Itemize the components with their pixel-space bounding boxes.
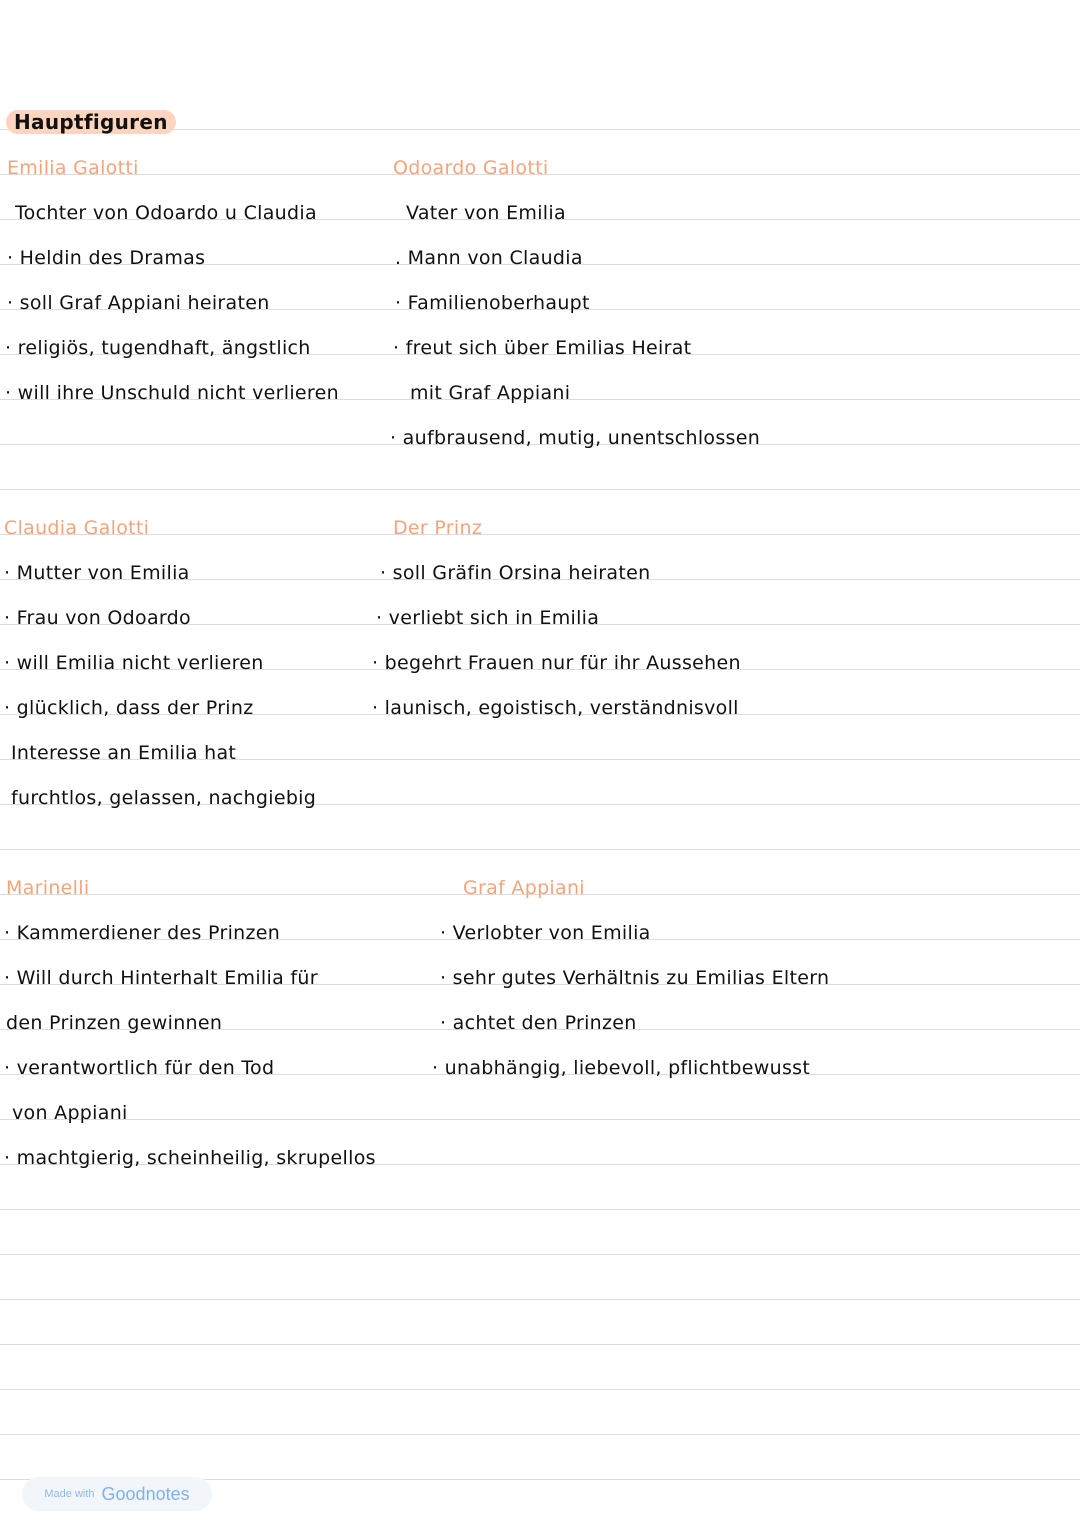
- character-trait: · Will durch Hinterhalt Emilia für: [4, 967, 318, 989]
- ruled-line: [0, 489, 1080, 490]
- character-trait: · Kammerdiener des Prinzen: [4, 922, 281, 944]
- character-trait: · sehr gutes Verhältnis zu Emilias Eltern: [440, 967, 830, 989]
- character-trait: · soll Graf Appiani heiraten: [7, 292, 270, 314]
- ruled-line: [0, 1299, 1080, 1300]
- character-trait: · launisch, egoistisch, verständnisvoll: [372, 697, 739, 719]
- character-trait: · verantwortlich für den Tod: [4, 1057, 275, 1079]
- character-name: Graf Appiani: [463, 877, 585, 899]
- character-trait: · Frau von Odoardo: [4, 607, 191, 629]
- character-trait: · freut sich über Emilias Heirat: [393, 337, 692, 359]
- character-name: Claudia Galotti: [4, 517, 150, 539]
- character-trait: furchtlos, gelassen, nachgiebig: [11, 787, 317, 809]
- ruled-line: [0, 1209, 1080, 1210]
- character-trait: · aufbrausend, mutig, unentschlossen: [390, 427, 761, 449]
- ruled-line: [0, 1389, 1080, 1390]
- character-trait: den Prinzen gewinnen: [6, 1012, 223, 1034]
- character-trait: mit Graf Appiani: [410, 382, 571, 404]
- made-with-label: Made with: [44, 1488, 95, 1500]
- character-name: Der Prinz: [393, 517, 483, 539]
- ruled-line: [0, 1344, 1080, 1345]
- character-name: Odoardo Galotti: [393, 157, 549, 179]
- page-title: Hauptfiguren: [6, 110, 176, 134]
- character-trait: Interesse an Emilia hat: [11, 742, 237, 764]
- character-trait: Tochter von Odoardo u Claudia: [15, 202, 317, 224]
- character-trait: Vater von Emilia: [406, 202, 566, 224]
- character-trait: . Mann von Claudia: [395, 247, 583, 269]
- character-trait: · will Emilia nicht verlieren: [4, 652, 264, 674]
- ruled-line: [0, 1434, 1080, 1435]
- goodnotes-brand: Goodnotes: [101, 1483, 190, 1504]
- character-trait: · Verlobter von Emilia: [440, 922, 651, 944]
- character-trait: · religiös, tugendhaft, ängstlich: [5, 337, 311, 359]
- goodnotes-badge: [22, 1477, 212, 1511]
- character-trait: · machtgierig, scheinheilig, skrupellos: [4, 1147, 376, 1169]
- character-trait: von Appiani: [12, 1102, 128, 1124]
- character-trait: · achtet den Prinzen: [440, 1012, 637, 1034]
- character-name: Marinelli: [6, 877, 90, 899]
- character-trait: · glücklich, dass der Prinz: [4, 697, 254, 719]
- character-trait: · begehrt Frauen nur für ihr Aussehen: [372, 652, 741, 674]
- ruled-line: [0, 849, 1080, 850]
- ruled-line: [0, 534, 1080, 535]
- character-trait: · unabhängig, liebevoll, pflichtbewusst: [432, 1057, 811, 1079]
- ruled-line: [0, 1254, 1080, 1255]
- character-trait: · will ihre Unschuld nicht verlieren: [5, 382, 339, 404]
- character-trait: · verliebt sich in Emilia: [376, 607, 600, 629]
- character-name: Emilia Galotti: [7, 157, 139, 179]
- character-trait: · Heldin des Dramas: [7, 247, 206, 269]
- character-trait: · Mutter von Emilia: [4, 562, 190, 584]
- ruled-line: [0, 1119, 1080, 1120]
- character-trait: · soll Gräfin Orsina heiraten: [380, 562, 651, 584]
- character-trait: · Familienoberhaupt: [395, 292, 590, 314]
